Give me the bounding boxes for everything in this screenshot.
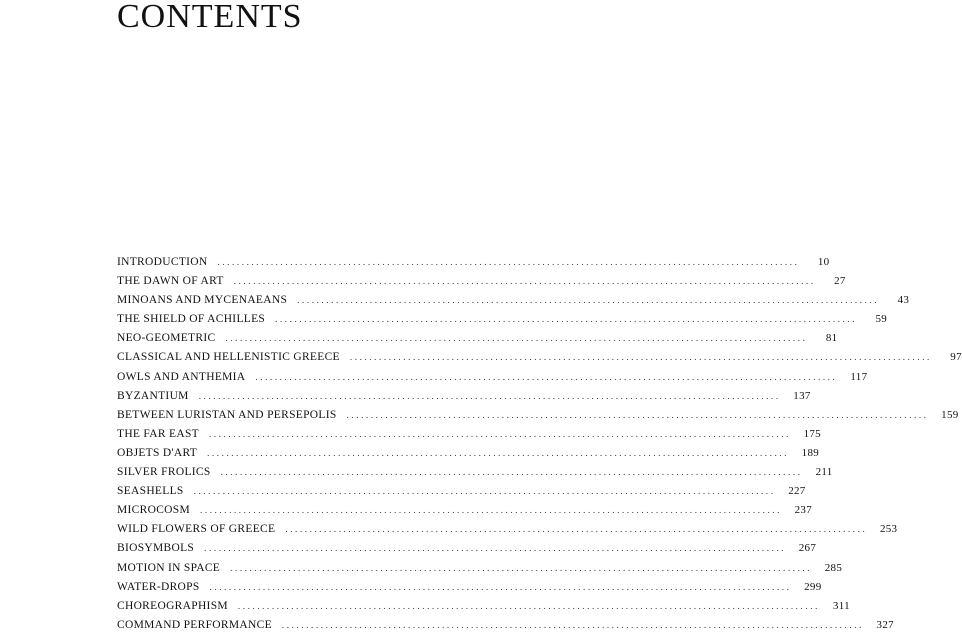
- toc-entry-title: THE FAR EAST: [117, 427, 199, 440]
- toc-entry-title: INTRODUCTION: [117, 256, 208, 268]
- toc-entry-page: 227: [788, 485, 806, 498]
- toc-entry-biosymbols[interactable]: [117, 542, 817, 561]
- toc-entry-page: 299: [804, 580, 822, 593]
- toc-entry-microcosm[interactable]: [117, 504, 812, 523]
- toc-entry-title: SEASHELLS: [117, 485, 184, 498]
- leader-dots: ........................................................................................................................: [297, 295, 880, 306]
- toc-entry-title: CHOREOGRAPHISM: [117, 599, 228, 612]
- toc-entry-the-far-east[interactable]: [117, 427, 821, 447]
- toc-entry-page: 253: [879, 523, 898, 536]
- toc-entry-page: 81: [825, 332, 838, 345]
- toc-entry-page: 97: [950, 351, 962, 364]
- toc-entry-title: THE SHIELD OF ACHILLES: [117, 313, 266, 326]
- toc-entry-motion-in-space[interactable]: [117, 561, 843, 581]
- toc-entry-title: COMMAND PERFORMANCE: [117, 618, 272, 631]
- toc-entry-title: WATER-DROPS: [117, 580, 200, 593]
- toc-entry-wild-flowers-of-greece[interactable]: [117, 523, 898, 542]
- leader-dots: ........................................................................................................................: [217, 257, 800, 267]
- toc-entry-objets-d-art[interactable]: [117, 446, 820, 466]
- leader-dots: ........................................................................................................................: [281, 619, 864, 630]
- toc-entry-silver-frolics[interactable]: [117, 466, 833, 485]
- toc-entry-the-shield-of-achilles[interactable]: [117, 313, 888, 332]
- leader-dots: ........................................................................................................................: [200, 505, 782, 516]
- leader-dots: ........................................................................................................................: [208, 428, 791, 439]
- toc-entry-title: NEO-GEOMETRIC: [117, 332, 216, 345]
- toc-entry-command-performance[interactable]: [117, 618, 894, 638]
- toc-entry-seashells[interactable]: [117, 485, 806, 504]
- leader-dots: ........................................................................................................................: [255, 371, 838, 382]
- toc-entry-title: BYZANTIUM: [117, 389, 189, 402]
- toc-entry-title: BETWEEN LURISTAN AND PERSEPOLIS: [117, 408, 337, 421]
- toc-entry-title: SILVER FROLICS: [117, 466, 211, 479]
- toc-entry-the-dawn-of-art[interactable]: [117, 275, 846, 294]
- leader-dots: ........................................................................................................................: [346, 409, 929, 420]
- leader-dots: ........................................................................................................................: [209, 581, 792, 592]
- toc-entry-neo-geometric[interactable]: [117, 332, 838, 351]
- leader-dots: ........................................................................................................................: [193, 486, 776, 497]
- toc-entry-minoans-and-mycenaeans[interactable]: [117, 294, 910, 313]
- toc-entry-page: 327: [876, 618, 894, 631]
- leader-dots: ........................................................................................................................: [207, 447, 790, 458]
- toc-entry-title: CLASSICAL AND HELLENISTIC GREECE: [117, 351, 340, 364]
- toc-entry-title: WILD FLOWERS OF GREECE: [117, 523, 276, 536]
- toc-entry-page: 189: [801, 446, 820, 459]
- table-of-contents: [117, 256, 962, 638]
- toc-entry-page: 59: [875, 313, 888, 326]
- leader-dots: ........................................................................................................................: [285, 524, 868, 535]
- toc-entry-page: 211: [815, 466, 833, 479]
- leader-dots: ........................................................................................................................: [233, 276, 816, 287]
- leader-dots: ........................................................................................................................: [204, 543, 787, 554]
- toc-entry-page: 311: [832, 599, 850, 612]
- leader-dots: ........................................................................................................................: [230, 562, 813, 573]
- toc-entry-title: OBJETS D'ART: [117, 446, 198, 459]
- toc-entry-title: BIOSYMBOLS: [117, 542, 195, 555]
- leader-dots: ........................................................................................................................: [237, 600, 820, 611]
- toc-entry-title: OWLS AND ANTHEMIA: [117, 370, 246, 383]
- toc-entry-title: THE DAWN OF ART: [117, 275, 224, 288]
- toc-entry-page: 175: [803, 427, 821, 440]
- leader-dots: ........................................................................................................................: [275, 314, 858, 325]
- page-title: CONTENTS: [117, 0, 303, 35]
- toc-entry-page: 43: [897, 294, 910, 307]
- toc-entry-water-drops[interactable]: [117, 580, 822, 600]
- toc-entry-byzantium[interactable]: [117, 389, 811, 409]
- toc-entry-page: 27: [834, 275, 846, 288]
- toc-entry-page: 117: [850, 370, 868, 383]
- leader-dots: ........................................................................................................................: [349, 352, 932, 363]
- toc-entry-classical-and-hellenistic-greece[interactable]: [117, 351, 962, 370]
- leader-dots: ........................................................................................................................: [198, 390, 781, 401]
- toc-entry-title: MINOANS AND MYCENAEANS: [117, 294, 288, 307]
- toc-entry-title: MOTION IN SPACE: [117, 561, 221, 574]
- toc-entry-page: 137: [793, 389, 811, 402]
- toc-entry-page: 285: [824, 561, 843, 574]
- toc-entry-page: 10: [817, 256, 830, 268]
- toc-entry-between-luristan-and-persepolis[interactable]: [117, 408, 959, 428]
- toc-entry-page: 159: [941, 408, 959, 421]
- toc-entry-choreographism[interactable]: [117, 599, 850, 619]
- toc-entry-page: 237: [794, 504, 812, 517]
- toc-entry-owls-and-anthemia[interactable]: [117, 370, 868, 390]
- toc-entry-introduction[interactable]: [117, 256, 830, 275]
- toc-entry-title: MICROCOSM: [117, 504, 190, 517]
- leader-dots: ........................................................................................................................: [220, 467, 803, 478]
- toc-entry-page: 267: [798, 542, 817, 555]
- leader-dots: ........................................................................................................................: [225, 333, 808, 344]
